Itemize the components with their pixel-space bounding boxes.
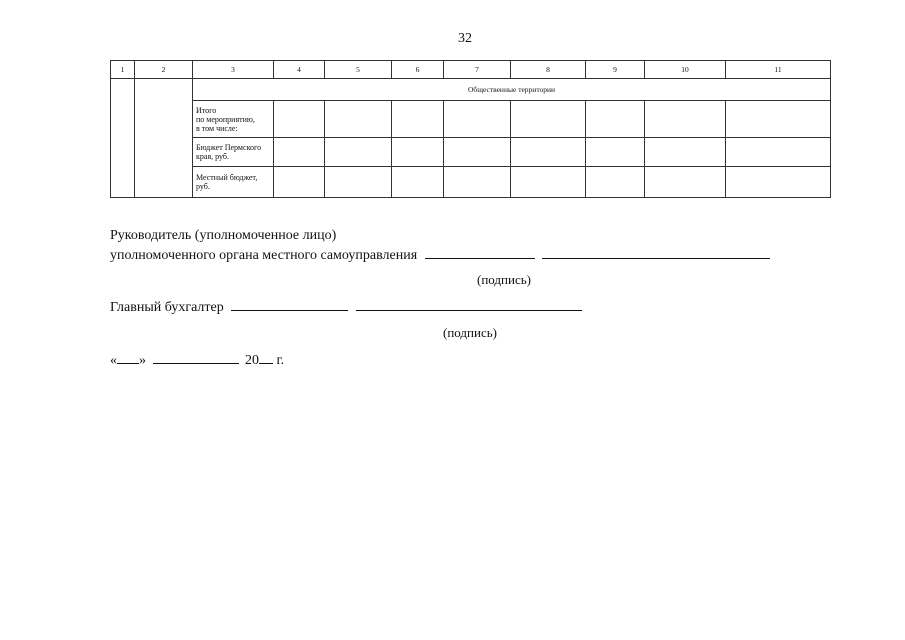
head-title-line2 xyxy=(110,246,770,264)
head-title-text: уполномоченного органа местного самоуправления xyxy=(110,248,418,263)
month-blank xyxy=(153,351,239,364)
accountant-signature-caption: (подпись) xyxy=(443,325,497,340)
cell-empty xyxy=(511,101,586,138)
row-label-line: руб. xyxy=(196,182,210,191)
section-row xyxy=(111,79,831,101)
cell-empty xyxy=(726,138,831,167)
cell-empty xyxy=(726,167,831,198)
cell-empty xyxy=(511,138,586,167)
day-blank xyxy=(117,351,139,364)
cell-empty xyxy=(392,167,444,198)
row-label-total xyxy=(193,101,274,138)
cell-empty xyxy=(444,101,511,138)
table-row xyxy=(111,101,831,138)
row-label-line: Бюджет Пермского xyxy=(196,143,262,152)
page-number: 32 xyxy=(458,31,472,46)
measures-table xyxy=(110,60,831,198)
cell-empty xyxy=(444,167,511,198)
date-year-prefix: 20 xyxy=(245,353,259,368)
cell-empty xyxy=(325,138,392,167)
accountant-line xyxy=(110,298,582,316)
cell-empty xyxy=(586,138,645,167)
column-number: 1 xyxy=(111,61,135,79)
accountant-name-blank xyxy=(356,298,582,311)
signature-caption: (подпись) xyxy=(477,272,531,287)
head-title-line1: Руководитель (уполномоченное лицо) xyxy=(110,228,337,243)
cell-empty xyxy=(586,167,645,198)
cell-empty xyxy=(726,101,831,138)
row-label-line: Итого xyxy=(196,105,217,115)
column-number: 5 xyxy=(325,61,392,79)
section-title: Общественные территории xyxy=(193,79,831,101)
row-label-line: края, руб. xyxy=(196,152,229,161)
table-row xyxy=(111,138,831,167)
signature-blank xyxy=(425,246,535,259)
row-label-local-budget xyxy=(193,167,274,198)
row-label-regional-budget xyxy=(193,138,274,167)
table-row xyxy=(111,167,831,198)
cell-empty xyxy=(325,167,392,198)
cell-empty xyxy=(274,167,325,198)
cell-empty xyxy=(392,138,444,167)
cell-empty xyxy=(135,79,193,198)
date-line xyxy=(110,351,284,369)
accountant-title: Главный бухгалтер xyxy=(110,300,224,315)
cell-empty xyxy=(444,138,511,167)
accountant-signature-blank xyxy=(231,298,348,311)
column-number: 2 xyxy=(135,61,193,79)
name-blank xyxy=(542,246,770,259)
column-number: 8 xyxy=(511,61,586,79)
column-number: 7 xyxy=(444,61,511,79)
row-label-line: в том числе: xyxy=(196,123,238,133)
cell-empty xyxy=(645,167,726,198)
row-label-line: по мероприятию, xyxy=(196,114,255,124)
cell-empty xyxy=(274,138,325,167)
cell-empty xyxy=(274,101,325,138)
cell-empty xyxy=(645,138,726,167)
year-blank xyxy=(259,351,273,364)
cell-empty xyxy=(586,101,645,138)
date-close-quote: » xyxy=(139,353,146,368)
column-number: 10 xyxy=(645,61,726,79)
column-number: 3 xyxy=(193,61,274,79)
column-number: 4 xyxy=(274,61,325,79)
column-number: 6 xyxy=(392,61,444,79)
cell-empty xyxy=(325,101,392,138)
date-suffix: г. xyxy=(276,353,285,368)
column-number-row xyxy=(111,61,831,79)
date-open-quote: « xyxy=(110,353,117,368)
column-number: 9 xyxy=(586,61,645,79)
cell-empty xyxy=(111,79,135,198)
row-label-line: Местный бюджет, xyxy=(196,173,258,182)
column-number: 11 xyxy=(726,61,831,79)
cell-empty xyxy=(511,167,586,198)
cell-empty xyxy=(392,101,444,138)
cell-empty xyxy=(645,101,726,138)
